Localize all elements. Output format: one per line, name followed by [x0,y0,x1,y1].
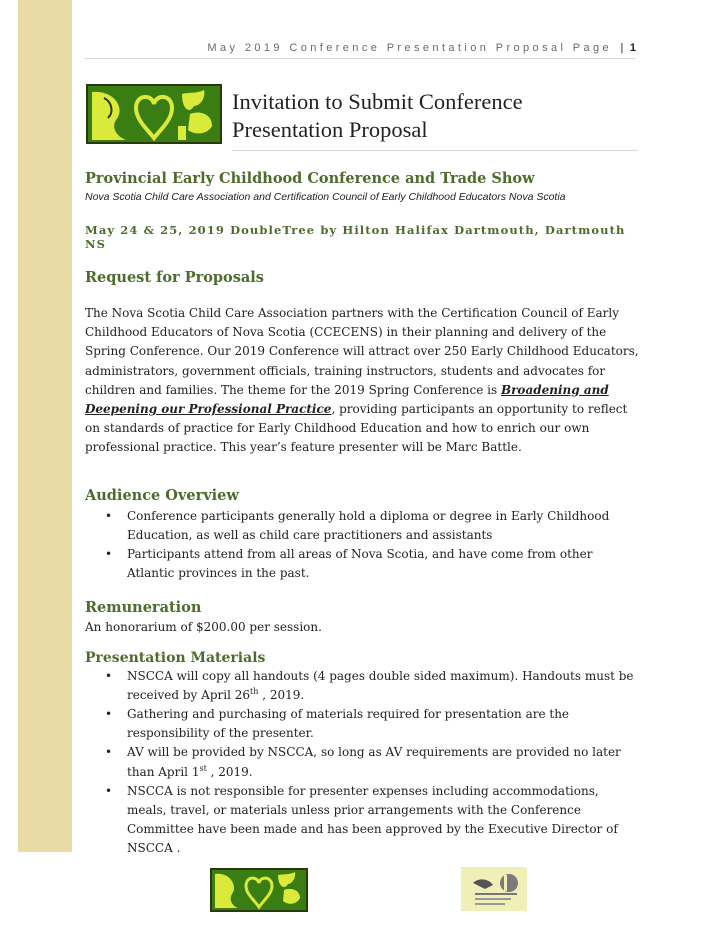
audience-list [85,507,640,584]
conference-theme: Broadening and Deepening our Professional Practice [85,382,609,417]
list-item: • AV will be provided by NSCCA, so long as AV requirements are provided no later than April 1st , 2019. [105,745,621,779]
audience-heading: Audience Overview [85,486,239,504]
bullet-icon: • [105,508,113,523]
page-title [232,88,523,144]
footer-ccecens-logo-icon [461,867,527,911]
materials-list [85,667,640,859]
running-head-text: May 2019 Conference Presentation Proposal Page [207,42,613,54]
bullet-icon: • [105,707,113,722]
list-item [85,545,640,583]
event-heading: Provincial Early Childhood Conference and Trade Show [85,170,535,187]
bullet-icon: • [105,668,113,683]
event-dates: May 24 & 25, 2019 DoubleTree by Hilton Halifax Dartmouth, Dartmouth NS [85,223,626,251]
request-body [85,304,640,458]
running-header: May 2019 Conference Presentation Proposal Page | 1 [207,42,636,54]
list-item-text: Participants attend from all areas of Nova Scotia, and have come from other Atlantic provinces in the past. [127,547,593,581]
request-body-part-1: The Nova Scotia Child Care Association partners with the Certification Council of Early Childhood Educators of Nova Scotia (CCECENS) in their planning and delivery of the Spring Conference. Our 2019 Conference will attract over 250 Early Childhood Educators, administrators, government officials, training instructors, students and advocates for children and families. The theme for the 2019 Spring Conference is [85,306,639,397]
remuneration-heading: Remuneration [85,599,202,617]
header-rule [84,58,636,59]
materials-heading: Presentation Materials [85,649,266,666]
bullet-icon: • [105,745,113,760]
title-rule [232,150,638,151]
list-item: • NSCCA is not responsible for presenter expenses including accommodations, meals, travel, or materials unless prior arrangements with the Conference Committee have been made and has been approved by the Executive Director of NSCCA . [105,783,618,856]
bullet-icon: • [105,783,113,798]
list-item: • Gathering and purchasing of materials required for presentation are the responsibility of the presenter. [105,707,570,741]
title-line-2: Presentation Proposal [232,117,428,142]
request-body-part-2: , providing participants an opportunity to reflect on standards of practice for Early Childhood Education and how to enrich our own professional practice. This year’s feature presenter will be Marc Battle. [85,402,628,455]
main-content [85,170,640,859]
nscca-logo-icon [86,84,222,144]
remuneration-body: An honorarium of $200.00 per session. [85,620,322,635]
list-item-text: Conference participants generally hold a diploma or degree in Early Childhood Education, as well as child care practitioners and assistants [127,508,610,542]
request-heading: Request for Proposals [85,269,264,286]
sidebar-band [18,0,72,852]
list-item: • NSCCA will copy all handouts (4 pages double sided maximum). Handouts must be received by April 26th , 2019. [105,668,634,702]
list-item [85,507,640,545]
page-number: 1 [629,42,636,54]
bullet-icon: • [105,547,113,562]
footer-nscca-logo-icon [210,868,308,912]
event-subheading: Nova Scotia Child Care Association and Certification Council of Early Childhood Educators Nova Scotia [85,191,566,203]
title-line-1: Invitation to Submit Conference [232,89,523,114]
